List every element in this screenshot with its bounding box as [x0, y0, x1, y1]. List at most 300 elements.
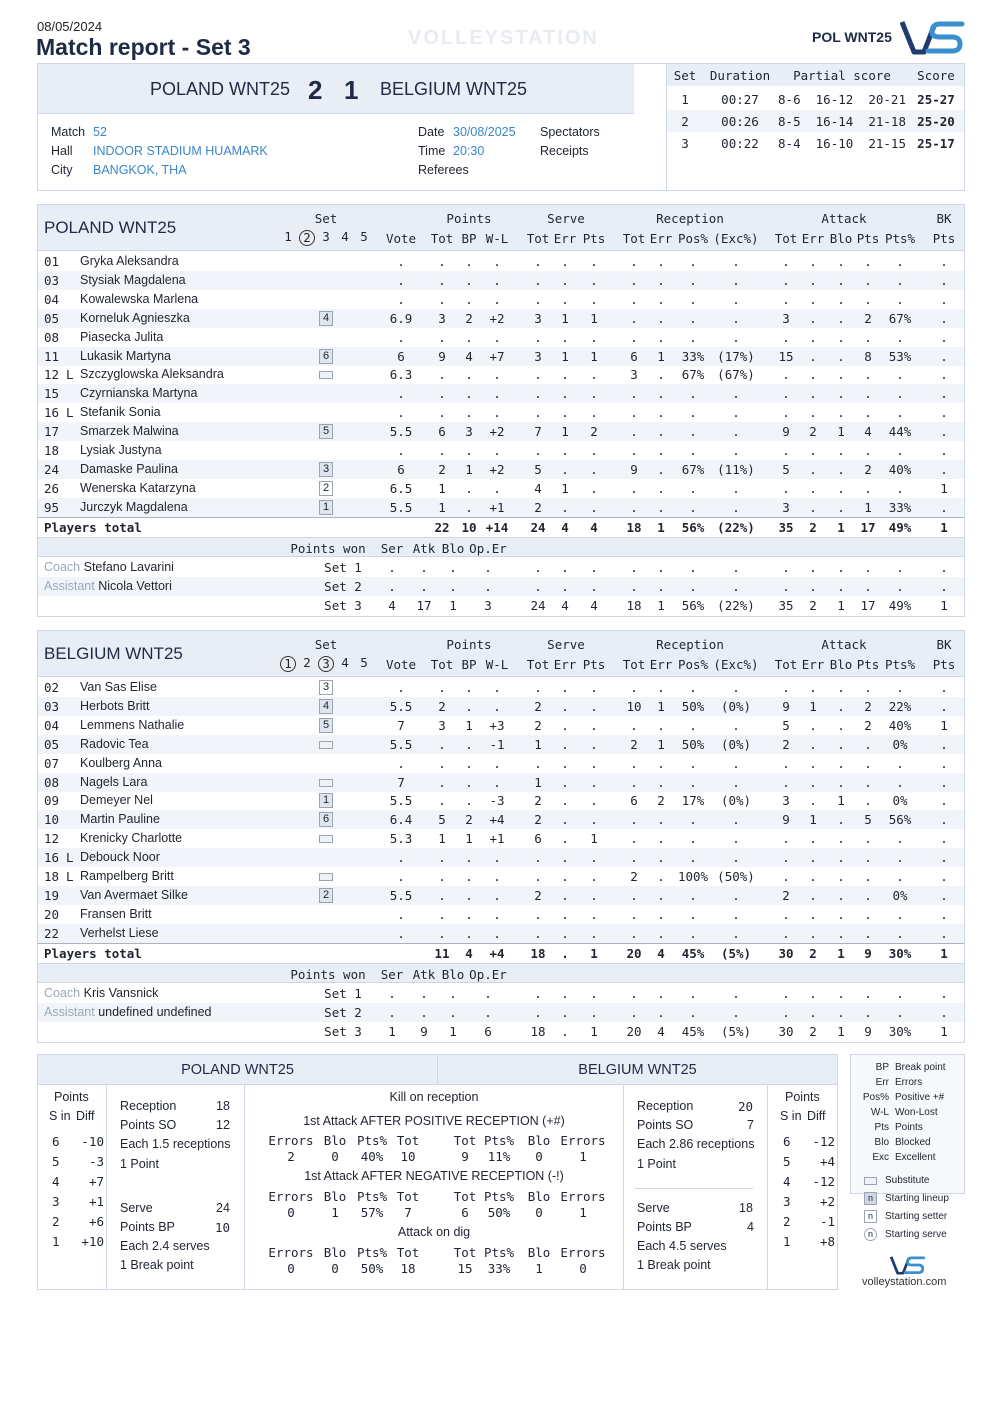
stat-vote: . — [397, 906, 405, 922]
won-ser: . — [388, 1004, 396, 1020]
rotation-number: 5 — [52, 1154, 60, 1169]
wl-subheader: W-L — [485, 231, 509, 246]
coach-line — [44, 560, 174, 574]
stat-rpos: . — [689, 499, 697, 515]
substitute-swatch-icon — [864, 1177, 877, 1185]
player-number: 03 — [44, 272, 60, 288]
stat-rpos: . — [689, 386, 697, 402]
rotation-position-badge: 1 — [319, 793, 333, 808]
stat-wl: +1 — [489, 831, 505, 847]
stat-rexc: . — [732, 887, 740, 903]
rotation-number: 3 — [52, 1194, 60, 1209]
stat-bp: . — [465, 755, 473, 771]
stat-aptsp: 33% — [888, 499, 912, 515]
stat-spts: . — [590, 291, 598, 307]
stat-atot: . — [782, 755, 790, 771]
stat-rerr: . — [657, 755, 665, 771]
set-rerr: . — [657, 559, 665, 575]
stat-bk: . — [940, 405, 948, 421]
stat-bp: . — [465, 774, 473, 790]
away-sets-won: 1 — [344, 75, 359, 105]
home-diff-label: Diff — [76, 1109, 95, 1123]
kill-left-value: 0 — [287, 1261, 295, 1276]
stat-atot: 3 — [782, 499, 790, 515]
stat-wl: . — [493, 367, 501, 383]
stat-aptsp: . — [896, 925, 904, 941]
kill-left-value: 0 — [287, 1205, 295, 1220]
coach-name: Kris Vansnick — [83, 985, 159, 1000]
kill-right-value: 6 — [461, 1205, 469, 1220]
legend-abbr: BP — [875, 1062, 889, 1073]
stat-stot: . — [534, 386, 542, 402]
stat-spts: 1 — [590, 348, 598, 364]
stat-vote: 7 — [397, 717, 405, 733]
player-row — [38, 924, 964, 943]
stat-apts: . — [864, 906, 872, 922]
set-rexc: . — [732, 1004, 740, 1020]
set-rerr: 1 — [657, 597, 665, 613]
stat-stot: 5 — [534, 461, 542, 477]
stat-spts: 2 — [590, 424, 598, 440]
stat-serr: . — [561, 443, 569, 458]
set-ablo: . — [837, 1004, 845, 1020]
vote-subheader: Vote — [385, 231, 417, 246]
stat-bp: . — [465, 405, 473, 421]
stat-stot: . — [534, 367, 542, 383]
set-bk: . — [940, 559, 948, 575]
set-aptsp: . — [896, 1004, 904, 1020]
stat-aptsp: 56% — [888, 812, 912, 828]
player-row — [38, 810, 964, 829]
stat-serr: . — [561, 793, 569, 809]
stat-wl: +2 — [489, 461, 505, 477]
kill-right-value: 0 — [535, 1149, 543, 1164]
sets-head-set: Set — [673, 68, 697, 83]
kill-left-head: Tot — [396, 1245, 420, 1260]
set-apts: 9 — [864, 1023, 872, 1039]
rexc-subheader: (Exc%) — [713, 657, 759, 672]
won-atk: . — [420, 559, 428, 575]
stat-wl: . — [493, 925, 501, 941]
stat-apts: . — [864, 850, 872, 866]
stat-rexc: . — [732, 291, 740, 307]
stat-vote: 6.3 — [389, 367, 413, 383]
stat-bp: 3 — [465, 424, 473, 440]
stat-rtot: . — [630, 906, 638, 922]
stat-rtot: . — [630, 831, 638, 847]
stat-rerr: . — [657, 925, 665, 941]
player-row — [38, 328, 964, 347]
stat-vote: 5.5 — [389, 887, 413, 903]
receipts-label: Receipts — [540, 144, 589, 158]
stat-rtot: . — [630, 254, 638, 269]
set-number: 3 — [681, 136, 689, 151]
stat-rerr: . — [657, 812, 665, 828]
player-row — [38, 886, 964, 905]
stat-wl: . — [493, 480, 501, 496]
rpos-subheader: Pos% — [677, 657, 709, 672]
vote-subheader: Vote — [385, 657, 417, 672]
stat-aptsp: . — [896, 680, 904, 695]
stat-bk: . — [940, 367, 948, 383]
stat-rpos: 50% — [681, 698, 705, 714]
stat-spts: . — [590, 272, 598, 288]
stat-ablo: . — [837, 254, 845, 269]
stat-serr: . — [561, 367, 569, 383]
players-total-row — [38, 943, 964, 962]
stat-aptsp: . — [896, 254, 904, 269]
home-points-bp-value: 10 — [215, 1220, 231, 1235]
stat-aptsp: . — [896, 850, 904, 866]
set-label: Set 3 — [324, 1023, 362, 1039]
set-atot: 35 — [778, 597, 794, 613]
stat-apts: 8 — [864, 348, 872, 364]
stat-rpos: 50% — [681, 736, 705, 752]
stat-bk: . — [940, 906, 948, 922]
won-blo: . — [449, 1004, 457, 1020]
player-row — [38, 422, 964, 441]
apts-subheader: Pts — [856, 657, 880, 672]
stat-rerr: . — [657, 329, 665, 345]
stat-rtot: 2 — [630, 869, 638, 884]
stat-bk: . — [940, 272, 948, 288]
set-serr: . — [561, 578, 569, 594]
stat-bk: . — [940, 310, 948, 326]
stat-aptsp: . — [896, 405, 904, 421]
positive-reception-title: 1st Attack AFTER POSITIVE RECEPTION (+#) — [303, 1114, 565, 1128]
stat-serr: . — [561, 272, 569, 288]
total-wl: +14 — [485, 519, 509, 535]
stat-aerr: . — [809, 254, 817, 269]
rpos-subheader: Pos% — [677, 231, 709, 246]
set-stot: 24 — [530, 597, 546, 613]
kill-right-value: 0 — [579, 1261, 587, 1276]
stat-stot: . — [534, 906, 542, 922]
stat-rpos: 33% — [681, 348, 705, 364]
player-number: 20 — [44, 906, 60, 922]
rotation-position-badge — [319, 741, 333, 749]
set-number: 1 — [681, 92, 689, 107]
stat-aptsp: 40% — [888, 461, 912, 477]
stat-rtot: . — [630, 717, 638, 733]
away-points-bp-value: 4 — [747, 1220, 754, 1234]
legend-meaning: Excellent — [895, 1152, 936, 1163]
stat-ablo: . — [837, 310, 845, 326]
stat-rexc: . — [732, 386, 740, 402]
stat-ablo: . — [837, 443, 845, 458]
rotation-number: 6 — [783, 1134, 791, 1149]
stat-aerr: . — [809, 774, 817, 790]
player-row — [38, 829, 964, 848]
bp-subheader: BP — [461, 657, 477, 672]
won-op: 6 — [484, 1023, 492, 1039]
stat-rtot: 2 — [630, 736, 638, 752]
won-ser: 1 — [388, 1023, 396, 1039]
stat-tot: . — [438, 386, 446, 402]
stat-rpos: . — [689, 405, 697, 421]
aerr-subheader: Err — [801, 231, 825, 246]
stat-apts: . — [864, 480, 872, 496]
set-number-2: 2 — [299, 230, 315, 246]
stat-serr: . — [561, 736, 569, 752]
stat-tot: . — [438, 850, 446, 866]
set-rexc: (5%) — [720, 1023, 752, 1039]
player-row — [38, 848, 964, 867]
stat-ablo: . — [837, 348, 845, 364]
stat-vote: . — [397, 254, 405, 269]
stat-bp: . — [465, 698, 473, 714]
stat-tot: 1 — [438, 480, 446, 496]
legend-abbr: W-L — [870, 1107, 889, 1118]
won-op: . — [484, 1004, 492, 1020]
stat-atot: . — [782, 272, 790, 288]
stat-serr: . — [561, 869, 569, 884]
stat-rexc: . — [732, 499, 740, 515]
stat-wl: . — [493, 386, 501, 402]
stat-vote: 6.5 — [389, 480, 413, 496]
stat-vote: . — [397, 680, 405, 695]
stat-rexc: . — [732, 717, 740, 733]
reception-group-header: Reception — [656, 637, 724, 652]
stat-tot: 2 — [438, 461, 446, 477]
stat-rexc: . — [732, 925, 740, 941]
stat-rpos: 67% — [681, 367, 705, 383]
stat-atot: . — [782, 254, 790, 269]
home-each-serves: Each 2.4 serves — [120, 1239, 210, 1253]
stat-spts: . — [590, 254, 598, 269]
stat-rtot: . — [630, 424, 638, 440]
website-link[interactable]: volleystation.com — [862, 1276, 947, 1288]
stat-vote: 5.5 — [389, 698, 413, 714]
stat-spts: . — [590, 329, 598, 345]
set-final-score: 25-27 — [917, 92, 955, 107]
stat-bp: . — [465, 736, 473, 752]
stat-vote: 5.5 — [389, 499, 413, 515]
stat-aptsp: . — [896, 774, 904, 790]
symbol-legend — [850, 1170, 965, 1250]
set-rerr: 4 — [657, 1023, 665, 1039]
set-aptsp: 30% — [888, 1023, 912, 1039]
won-atk: . — [420, 578, 428, 594]
stat-spts: . — [590, 755, 598, 771]
kill-right-head: Blo — [527, 1245, 551, 1260]
stat-bp: 1 — [465, 717, 473, 733]
stat-vote: 5.5 — [389, 793, 413, 809]
won-ser: . — [388, 985, 396, 1001]
set-bk: . — [940, 985, 948, 1001]
stat-spts: . — [590, 680, 598, 695]
stat-rerr: . — [657, 443, 665, 458]
stat-bk: . — [940, 698, 948, 714]
set-bk: 1 — [940, 597, 948, 613]
stat-wl: . — [493, 850, 501, 866]
stat-bp: . — [465, 329, 473, 345]
stat-vote: 5.3 — [389, 831, 413, 847]
stat-rtot: 6 — [630, 793, 638, 809]
stat-bk: . — [940, 869, 948, 884]
stat-stot: 2 — [534, 812, 542, 828]
stat-rerr: . — [657, 386, 665, 402]
player-number: 18 — [44, 869, 60, 884]
kill-right-head: Tot — [453, 1133, 477, 1148]
points-won-header — [38, 537, 964, 557]
home-serve-label: Serve — [120, 1201, 153, 1215]
stat-ablo: . — [837, 812, 845, 828]
set-ablo: . — [837, 578, 845, 594]
stat-rtot: . — [630, 480, 638, 496]
total-rerr: 4 — [657, 945, 665, 961]
stat-bk: . — [940, 254, 948, 269]
set-serr: . — [561, 985, 569, 1001]
set-label: Set 3 — [324, 597, 362, 613]
stat-rpos: . — [689, 850, 697, 866]
total-spts: 4 — [590, 519, 598, 535]
stat-rpos: . — [689, 774, 697, 790]
set-number-4: 4 — [341, 229, 349, 244]
stat-spts: . — [590, 499, 598, 515]
stat-vote: . — [397, 329, 405, 345]
stat-atot: 9 — [782, 812, 790, 828]
assistant-label: Assistant — [44, 578, 95, 593]
stat-spts: . — [590, 793, 598, 809]
stat-stot: . — [534, 329, 542, 345]
won-blo: 1 — [449, 1023, 457, 1039]
attack-on-dig-title: Attack on dig — [397, 1225, 471, 1239]
stat-vote: . — [397, 386, 405, 402]
stat-vote: 6.9 — [389, 310, 413, 326]
stat-atot: 5 — [782, 717, 790, 733]
stat-rpos: . — [689, 443, 697, 458]
kill-left-value: 0 — [331, 1149, 339, 1164]
set-aerr: 2 — [809, 1023, 817, 1039]
set-number-2: 2 — [303, 655, 311, 670]
stat-serr: . — [561, 386, 569, 402]
stat-bp: . — [465, 887, 473, 903]
set-rtot: . — [630, 1004, 638, 1020]
kill-right-head: Pts% — [483, 1245, 515, 1260]
stat-tot: . — [438, 906, 446, 922]
stat-vote: 7 — [397, 774, 405, 790]
summary-home-name: POLAND WNT25 — [38, 1055, 438, 1085]
rotation-position-badge: 1 — [319, 500, 333, 515]
stat-rexc: . — [732, 405, 740, 421]
player-row — [38, 309, 964, 328]
tot-subheader: Tot — [430, 231, 454, 246]
stat-bp: 1 — [465, 461, 473, 477]
stat-spts: . — [590, 367, 598, 383]
stat-wl: +2 — [489, 310, 505, 326]
total-bk: 1 — [940, 519, 948, 535]
stat-wl: -3 — [489, 793, 505, 809]
set-rerr: . — [657, 1004, 665, 1020]
stat-spts: . — [590, 925, 598, 941]
set-stot: . — [534, 985, 542, 1001]
serve-group-header: Serve — [547, 211, 585, 226]
points-won-label: Points won — [290, 540, 366, 556]
kill-right-head: Tot — [453, 1189, 477, 1204]
total-serr: . — [561, 945, 569, 961]
sets-head-duration: Duration — [709, 68, 771, 83]
stat-rerr: . — [657, 480, 665, 496]
won-blo: . — [449, 559, 457, 575]
set-label: Set 2 — [324, 578, 362, 594]
set-stot: . — [534, 1004, 542, 1020]
legend-starting-setter: Starting setter — [885, 1211, 948, 1222]
stat-serr: 1 — [561, 480, 569, 496]
set-final-score: 25-17 — [917, 136, 955, 151]
stat-stot: 1 — [534, 774, 542, 790]
score-band — [38, 64, 634, 114]
stat-atot: 2 — [782, 736, 790, 752]
home-break-point: 1 Break point — [120, 1258, 194, 1272]
stat-wl: . — [493, 405, 501, 421]
stat-aerr: . — [809, 736, 817, 752]
stat-rtot: 6 — [630, 348, 638, 364]
assistant-name: undefined undefined — [98, 1004, 212, 1019]
stat-rexc: . — [732, 680, 740, 695]
stat-tot: . — [438, 405, 446, 421]
stat-aptsp: 67% — [888, 310, 912, 326]
stat-rtot: 9 — [630, 461, 638, 477]
sets-table-row — [667, 132, 964, 154]
away-points-so-label: Points SO — [637, 1118, 694, 1132]
home-points-so-label: Points SO — [120, 1118, 177, 1132]
stat-serr: . — [561, 774, 569, 790]
stat-spts: . — [590, 698, 598, 714]
stat-aptsp: . — [896, 755, 904, 771]
player-role: L — [66, 367, 74, 383]
match-label: Match — [51, 125, 86, 139]
player-name: Verhelst Liese — [80, 925, 159, 940]
stat-bk: 1 — [940, 480, 948, 496]
stat-rexc: . — [732, 310, 740, 326]
player-number: 19 — [44, 887, 60, 903]
stat-wl: +4 — [489, 812, 505, 828]
player-row — [38, 384, 964, 403]
rotation-diff: +7 — [88, 1174, 104, 1189]
stat-stot: 2 — [534, 698, 542, 714]
stat-tot: . — [438, 755, 446, 771]
stat-aerr: . — [809, 272, 817, 288]
player-row — [38, 479, 964, 498]
kill-right-value: 1 — [579, 1205, 587, 1220]
stat-rtot: . — [630, 680, 638, 695]
set-rtot: 18 — [626, 597, 642, 613]
stat-aptsp: . — [896, 869, 904, 884]
stat-bp: . — [465, 925, 473, 941]
stat-atot: . — [782, 329, 790, 345]
rotation-number: 4 — [783, 1174, 791, 1189]
blo-header: Blo — [441, 966, 465, 982]
stat-vote: 5.5 — [389, 424, 413, 440]
set-duration: 00:26 — [721, 114, 759, 129]
player-name: Lemmens Nathalie — [80, 717, 185, 732]
player-role: L — [66, 850, 74, 866]
set-number-5: 5 — [360, 655, 368, 670]
stat-tot: . — [438, 329, 446, 345]
stat-ablo: 1 — [837, 793, 845, 809]
stat-rerr: . — [657, 680, 665, 695]
stat-bk: . — [940, 831, 948, 847]
rotation-position-badge: 4 — [319, 311, 333, 326]
stat-bp: . — [465, 367, 473, 383]
kill-left-head: Blo — [323, 1133, 347, 1148]
stat-atot: . — [782, 367, 790, 383]
stat-rerr: . — [657, 405, 665, 421]
player-name: Fransen Britt — [80, 906, 152, 921]
stat-stot: . — [534, 850, 542, 866]
set-serr: 4 — [561, 597, 569, 613]
